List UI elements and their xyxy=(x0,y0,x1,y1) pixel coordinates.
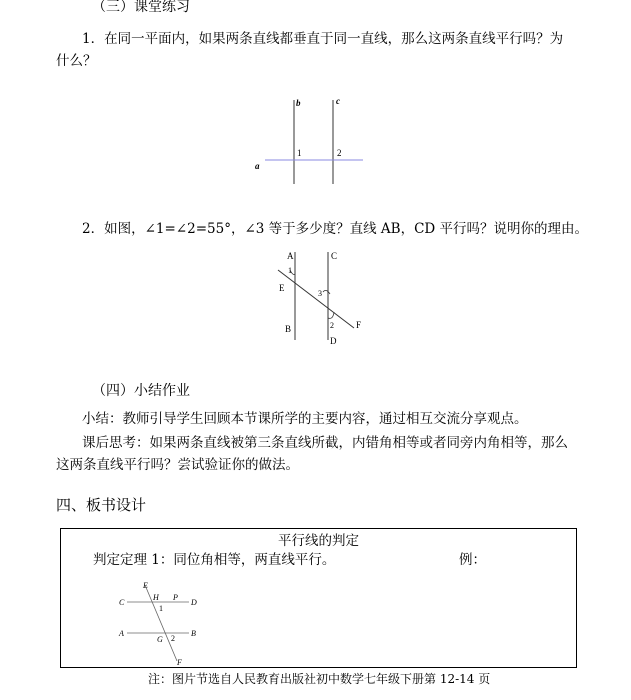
label-B: B xyxy=(285,324,292,334)
label-b: b xyxy=(296,98,301,108)
label-E: E xyxy=(143,581,148,590)
board-heading: 四、板书设计 xyxy=(56,496,147,514)
label-2: 2 xyxy=(330,321,334,330)
label-E: E xyxy=(279,283,285,293)
label-a: a xyxy=(255,161,260,171)
label-c: c xyxy=(336,96,340,106)
label-2: 2 xyxy=(171,634,175,643)
section4-heading: （四）小结作业 xyxy=(92,383,190,399)
label-D: D xyxy=(330,336,337,346)
board-theorem: 判定定理 1：同位角相等，两直线平行。 xyxy=(93,552,336,568)
homework-line2: 这两条直线平行吗？尝试验证你的做法。 xyxy=(56,457,299,473)
question1-line2: 什么？ xyxy=(56,53,97,69)
label-F: F xyxy=(177,658,182,667)
board-box xyxy=(60,528,577,668)
board-title: 平行线的判定 xyxy=(278,533,359,549)
label-D: D xyxy=(191,598,197,607)
label-F: F xyxy=(356,320,362,330)
label-1: 1 xyxy=(297,148,302,158)
label-B: B xyxy=(191,629,196,638)
footnote: 注：图片节选自人民教育出版社初中数学七年级下册第 12-14 页 xyxy=(148,672,491,686)
label-1: 1 xyxy=(288,266,292,275)
question2-text: 2．如图，∠1=∠2=55°，∠3 等于多少度？直线 AB，CD 平行吗？说明你的理由。 xyxy=(82,221,589,237)
label-2: 2 xyxy=(337,148,342,158)
label-C: C xyxy=(119,598,125,607)
question1-line1: 1．在同一平面内，如果两条直线都垂直于同一直线，那么这两条直线平行吗？为 xyxy=(82,31,564,47)
label-3: 3 xyxy=(318,289,322,298)
section3-heading: （三）课堂练习 xyxy=(92,0,190,15)
figure-angles xyxy=(270,248,370,348)
label-1: 1 xyxy=(159,604,163,613)
homework-line1: 课后思考：如果两条直线被第三条直线所截，内错角相等或者同旁内角相等，那么 xyxy=(82,435,568,451)
line-ef xyxy=(278,270,354,328)
label-A: A xyxy=(119,629,124,638)
board-figure xyxy=(113,579,263,667)
arc-2 xyxy=(328,312,334,318)
label-H: H xyxy=(153,593,159,602)
label-A: A xyxy=(287,251,294,261)
label-C: C xyxy=(331,251,338,261)
board-example-label: 例： xyxy=(459,552,486,568)
label-P: P xyxy=(173,593,178,602)
arc-3 xyxy=(323,290,330,294)
summary-text: 小结：教师引导学生回顾本节课所学的主要内容，通过相互交流分享观点。 xyxy=(82,411,528,427)
label-G: G xyxy=(157,635,163,644)
figure-perpendicular-lines xyxy=(245,92,375,187)
